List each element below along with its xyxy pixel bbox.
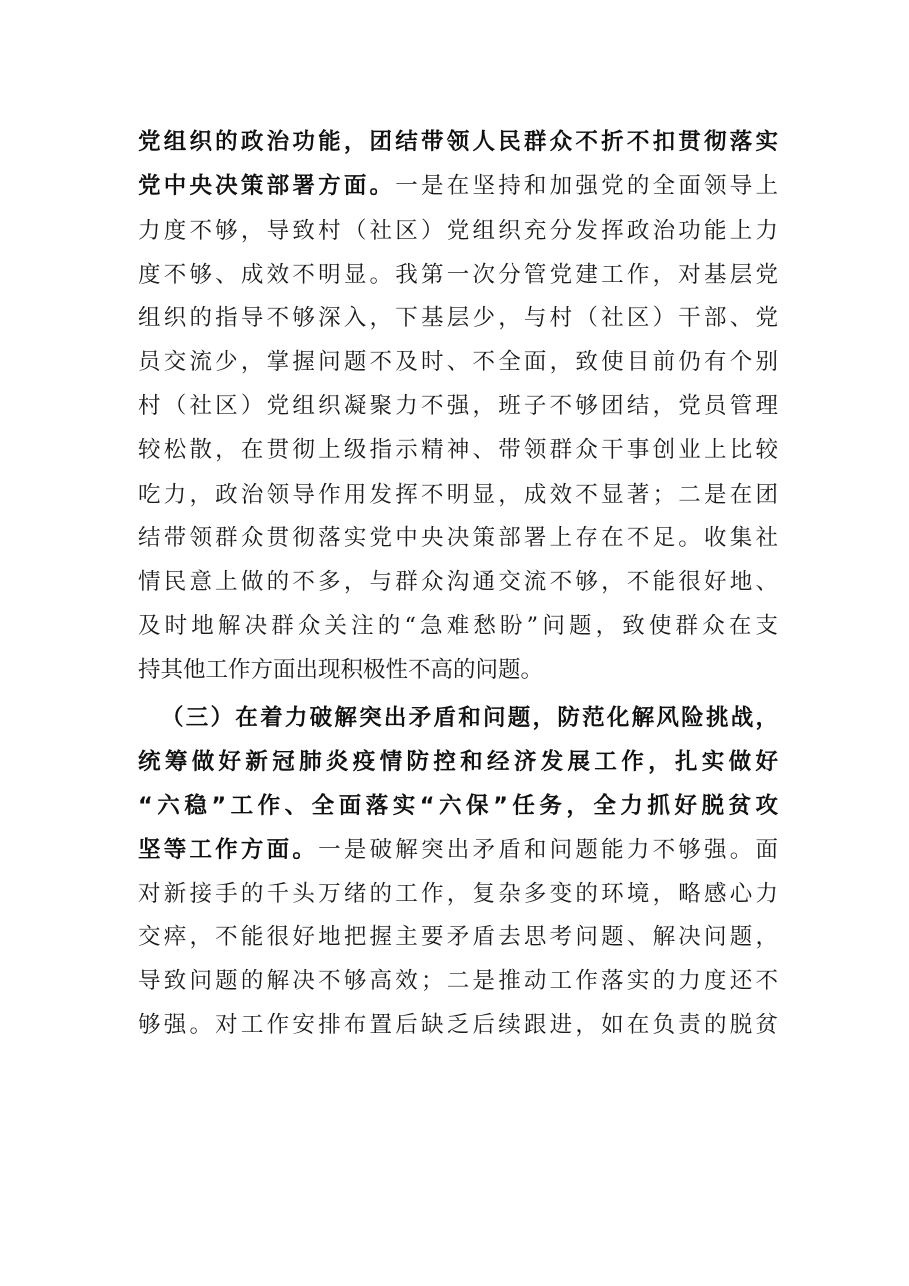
paragraph-line bbox=[138, 605, 778, 647]
body-text: 组织的指导不够深入，下基层少，与村（社区）干部、党 bbox=[138, 305, 778, 331]
body-text: 及时地解决群众关注的“急难愁盼”问题，致使群众在支 bbox=[138, 613, 778, 639]
body-text: 导致问题的解决不够高效；二是推动工作落实的力度还不 bbox=[138, 968, 778, 994]
paragraph-line bbox=[138, 385, 778, 427]
paragraph-line bbox=[138, 960, 778, 1002]
bold-heading-text: 党中央决策部署方面。 bbox=[138, 173, 396, 199]
paragraph-line bbox=[138, 873, 778, 915]
paragraph-line bbox=[138, 297, 778, 339]
paragraph-line bbox=[138, 341, 778, 383]
body-text: 一是破解突出矛盾和问题能力不够强。面 bbox=[318, 837, 778, 863]
body-text: 度不够、成效不明显。我第一次分管党建工作，对基层党 bbox=[138, 262, 778, 288]
bold-heading-text: 统筹做好新冠肺炎疫情防控和经济发展工作，扎实做好 bbox=[138, 749, 778, 775]
paragraph-line bbox=[138, 121, 778, 163]
bold-heading-text: “六稳”工作、全面落实“六保”任务，全力抓好脱贫攻 bbox=[138, 793, 778, 819]
paragraph-line bbox=[138, 165, 778, 207]
body-text: 力度不够，导致村（社区）党组织充分发挥政治功能上力 bbox=[138, 218, 778, 244]
body-text: 村（社区）党组织凝聚力不强，班子不够团结，党员管理 bbox=[138, 393, 778, 419]
body-text: 持其他工作方面出现积极性不高的问题。 bbox=[138, 657, 544, 683]
body-text: 员交流少，掌握问题不及时、不全面，致使目前仍有个别 bbox=[138, 349, 778, 375]
paragraph-line bbox=[138, 429, 778, 471]
body-text: 情民意上做的不多，与群众沟通交流不够，不能很好地、 bbox=[138, 569, 778, 595]
body-text: 对新接手的千头万绪的工作，复杂多变的环境，略感心力 bbox=[138, 881, 778, 907]
body-text: 结带领群众贯彻落实党中央决策部署上存在不足。收集社 bbox=[138, 525, 778, 551]
bold-heading-text: 坚等工作方面。 bbox=[138, 837, 319, 863]
paragraph-line bbox=[138, 517, 778, 559]
section-heading-line bbox=[138, 741, 778, 783]
section-heading-line bbox=[161, 697, 778, 739]
body-text: 一是在坚持和加强党的全面领导上 bbox=[395, 173, 778, 199]
body-text: 较松散，在贯彻上级指示精神、带领群众干事创业上比较 bbox=[138, 437, 778, 463]
paragraph-line bbox=[138, 1004, 778, 1046]
body-text: 够强。对工作安排布置后缺乏后续跟进，如在负责的脱贫 bbox=[138, 1012, 778, 1038]
paragraph-line-last bbox=[138, 649, 778, 691]
body-text: 吃力，政治领导作用发挥不明显，成效不显著；二是在团 bbox=[138, 482, 778, 508]
paragraph-line bbox=[138, 210, 778, 252]
section-heading-line bbox=[138, 785, 778, 827]
bold-heading-text: （三）在着力破解突出矛盾和问题，防范化解风险挑战， bbox=[161, 705, 778, 731]
paragraph-line bbox=[138, 561, 778, 603]
paragraph-line bbox=[138, 474, 778, 516]
paragraph-line bbox=[138, 916, 778, 958]
body-text: 交瘁，不能很好地把握主要矛盾去思考问题、解决问题， bbox=[138, 924, 778, 950]
paragraph-line bbox=[138, 829, 778, 871]
paragraph-line bbox=[138, 254, 778, 296]
bold-heading-text: 党组织的政治功能，团结带领人民群众不折不扣贯彻落实 bbox=[138, 129, 778, 155]
